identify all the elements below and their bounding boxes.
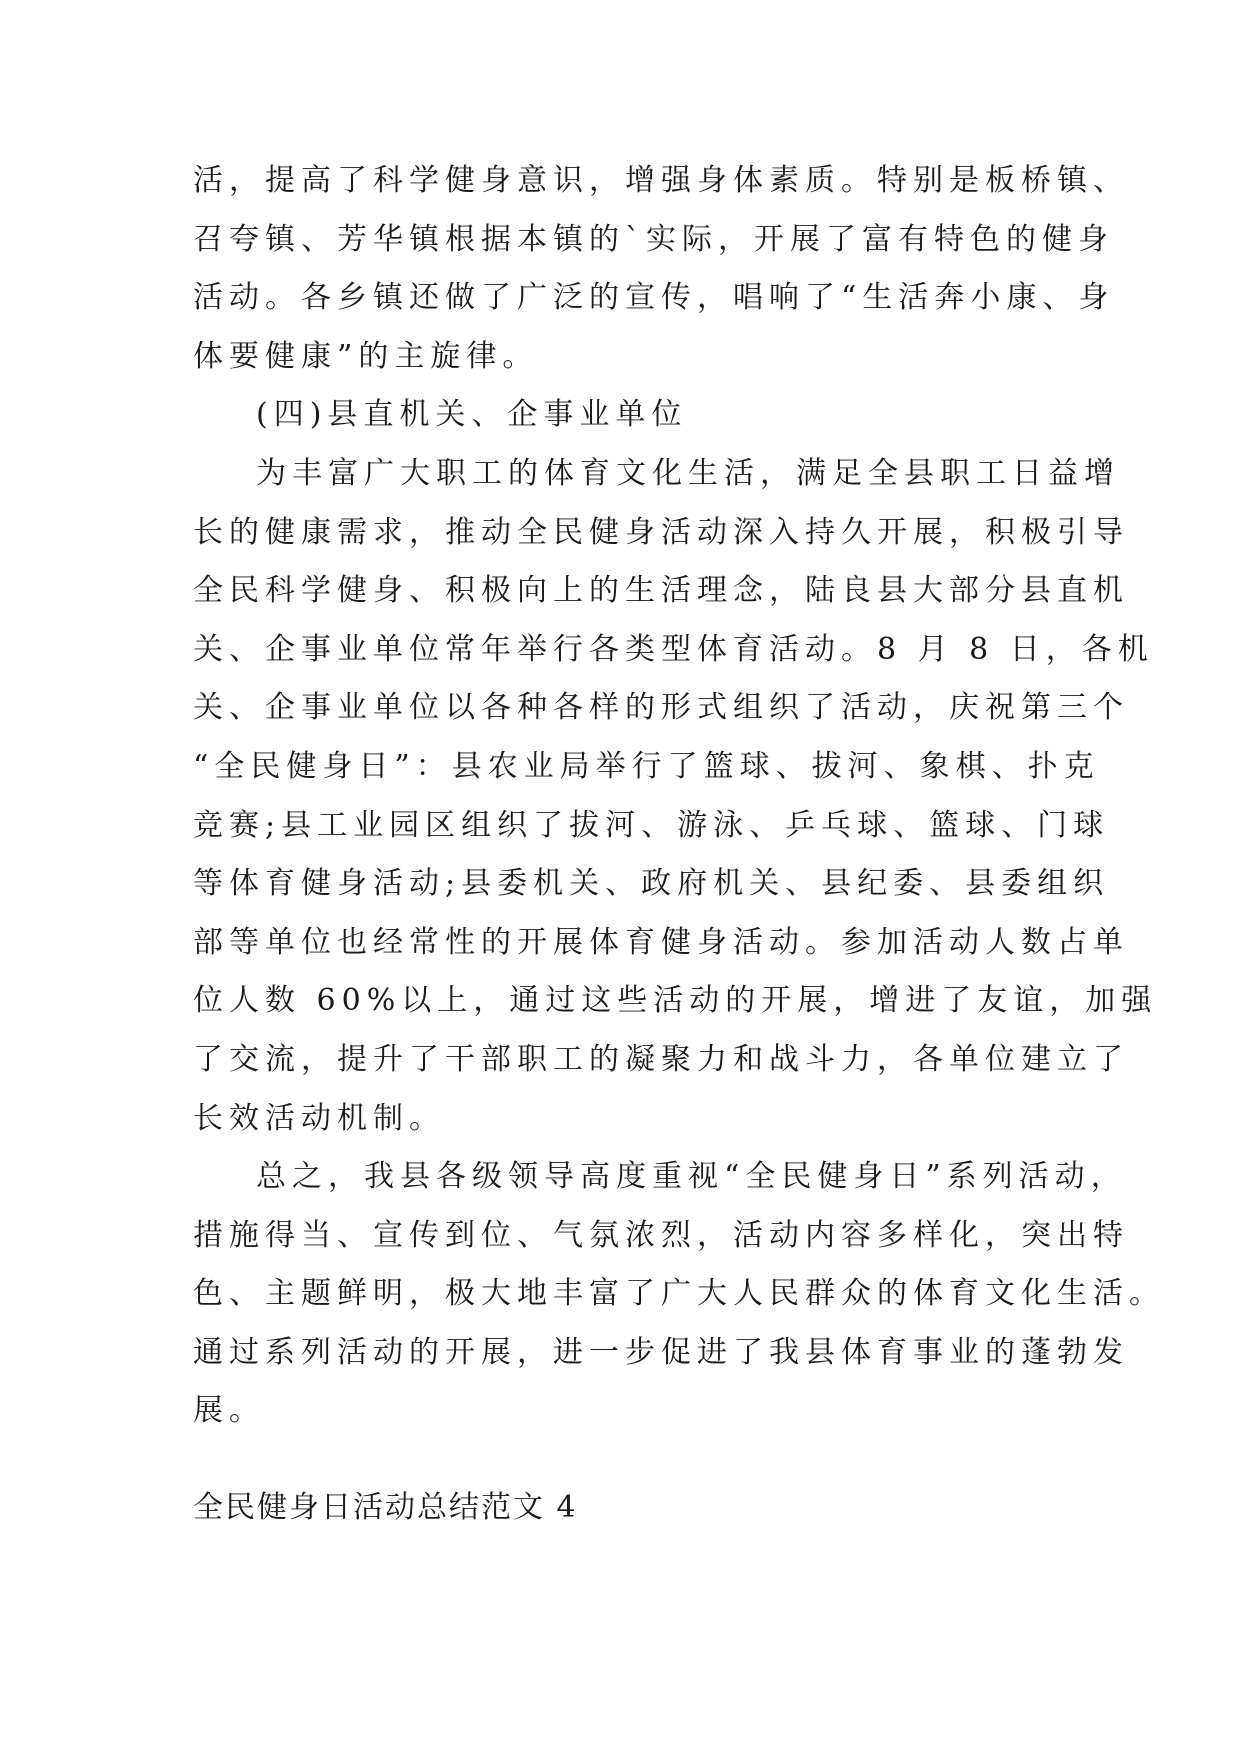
text-line: 活动。各乡镇还做了广泛的宣传，唱响了“生活奔小康、身 — [193, 280, 1115, 316]
text-line: 长效活动机制。 — [193, 1100, 445, 1136]
text-line: “全民健身日”：县农业局举行了篮球、拔河、象棋、扑克 — [193, 748, 1100, 784]
paragraph-township-activities — [193, 152, 1129, 386]
subheading-county-units — [193, 386, 1063, 445]
text-line: 色、主题鲜明，极大地丰富了广大人民群众的体育文化生活。 — [193, 1276, 1165, 1312]
text-line: 为丰富广大职工的体育文化生活，满足全县职工日益增 — [256, 455, 1120, 491]
section-heading: 全民健身日活动总结范文 4 — [193, 1490, 578, 1525]
subheading-text: (四)县直机关、企事业单位 — [256, 397, 688, 433]
text-line: 关、企事业单位以各种各样的形式组织了活动，庆祝第三个 — [193, 690, 1129, 726]
text-line: 等体育健身活动;县委机关、政府机关、县纪委、县委组织 — [193, 866, 1110, 902]
document-body — [193, 152, 1165, 1441]
paragraph-summary — [193, 1148, 1165, 1441]
text-line: 体要健康”的主旋律。 — [193, 338, 539, 374]
text-line: 关、企事业单位常年举行各类型体育活动。8 月 8 日，各机 — [193, 631, 1154, 667]
paragraph-county-units — [193, 445, 1158, 1148]
text-line: 展。 — [193, 1393, 265, 1429]
text-line: 竞赛;县工业园区组织了拔河、游泳、乒乓球、篮球、门球 — [193, 807, 1110, 843]
text-line: 通过系列活动的开展，进一步促进了我县体育事业的蓬勃发 — [193, 1334, 1129, 1370]
text-line: 活，提高了科学健身意识，增强身体素质。特别是板桥镇、 — [193, 163, 1129, 198]
text-line: 召夸镇、芳华镇根据本镇的`实际，开展了富有特色的健身 — [193, 221, 1114, 257]
text-line: 措施得当、宣传到位、气氛浓烈，活动内容多样化，突出特 — [193, 1217, 1129, 1253]
text-line: 了交流，提升了干部职工的凝聚力和战斗力，各单位建立了 — [193, 1041, 1129, 1077]
text-line: 总之，我县各级领导高度重视“全民健身日”系列活动， — [256, 1159, 1127, 1195]
text-line: 位人数 60%以上，通过这些活动的开展，增进了友谊，加强 — [193, 983, 1158, 1019]
text-line: 长的健康需求，推动全民健身活动深入持久开展，积极引导 — [193, 514, 1129, 550]
text-line: 部等单位也经常性的开展体育健身活动。参加活动人数占单 — [193, 924, 1129, 960]
text-line: 全民科学健身、积极向上的生活理念，陆良县大部分县直机 — [193, 573, 1129, 609]
